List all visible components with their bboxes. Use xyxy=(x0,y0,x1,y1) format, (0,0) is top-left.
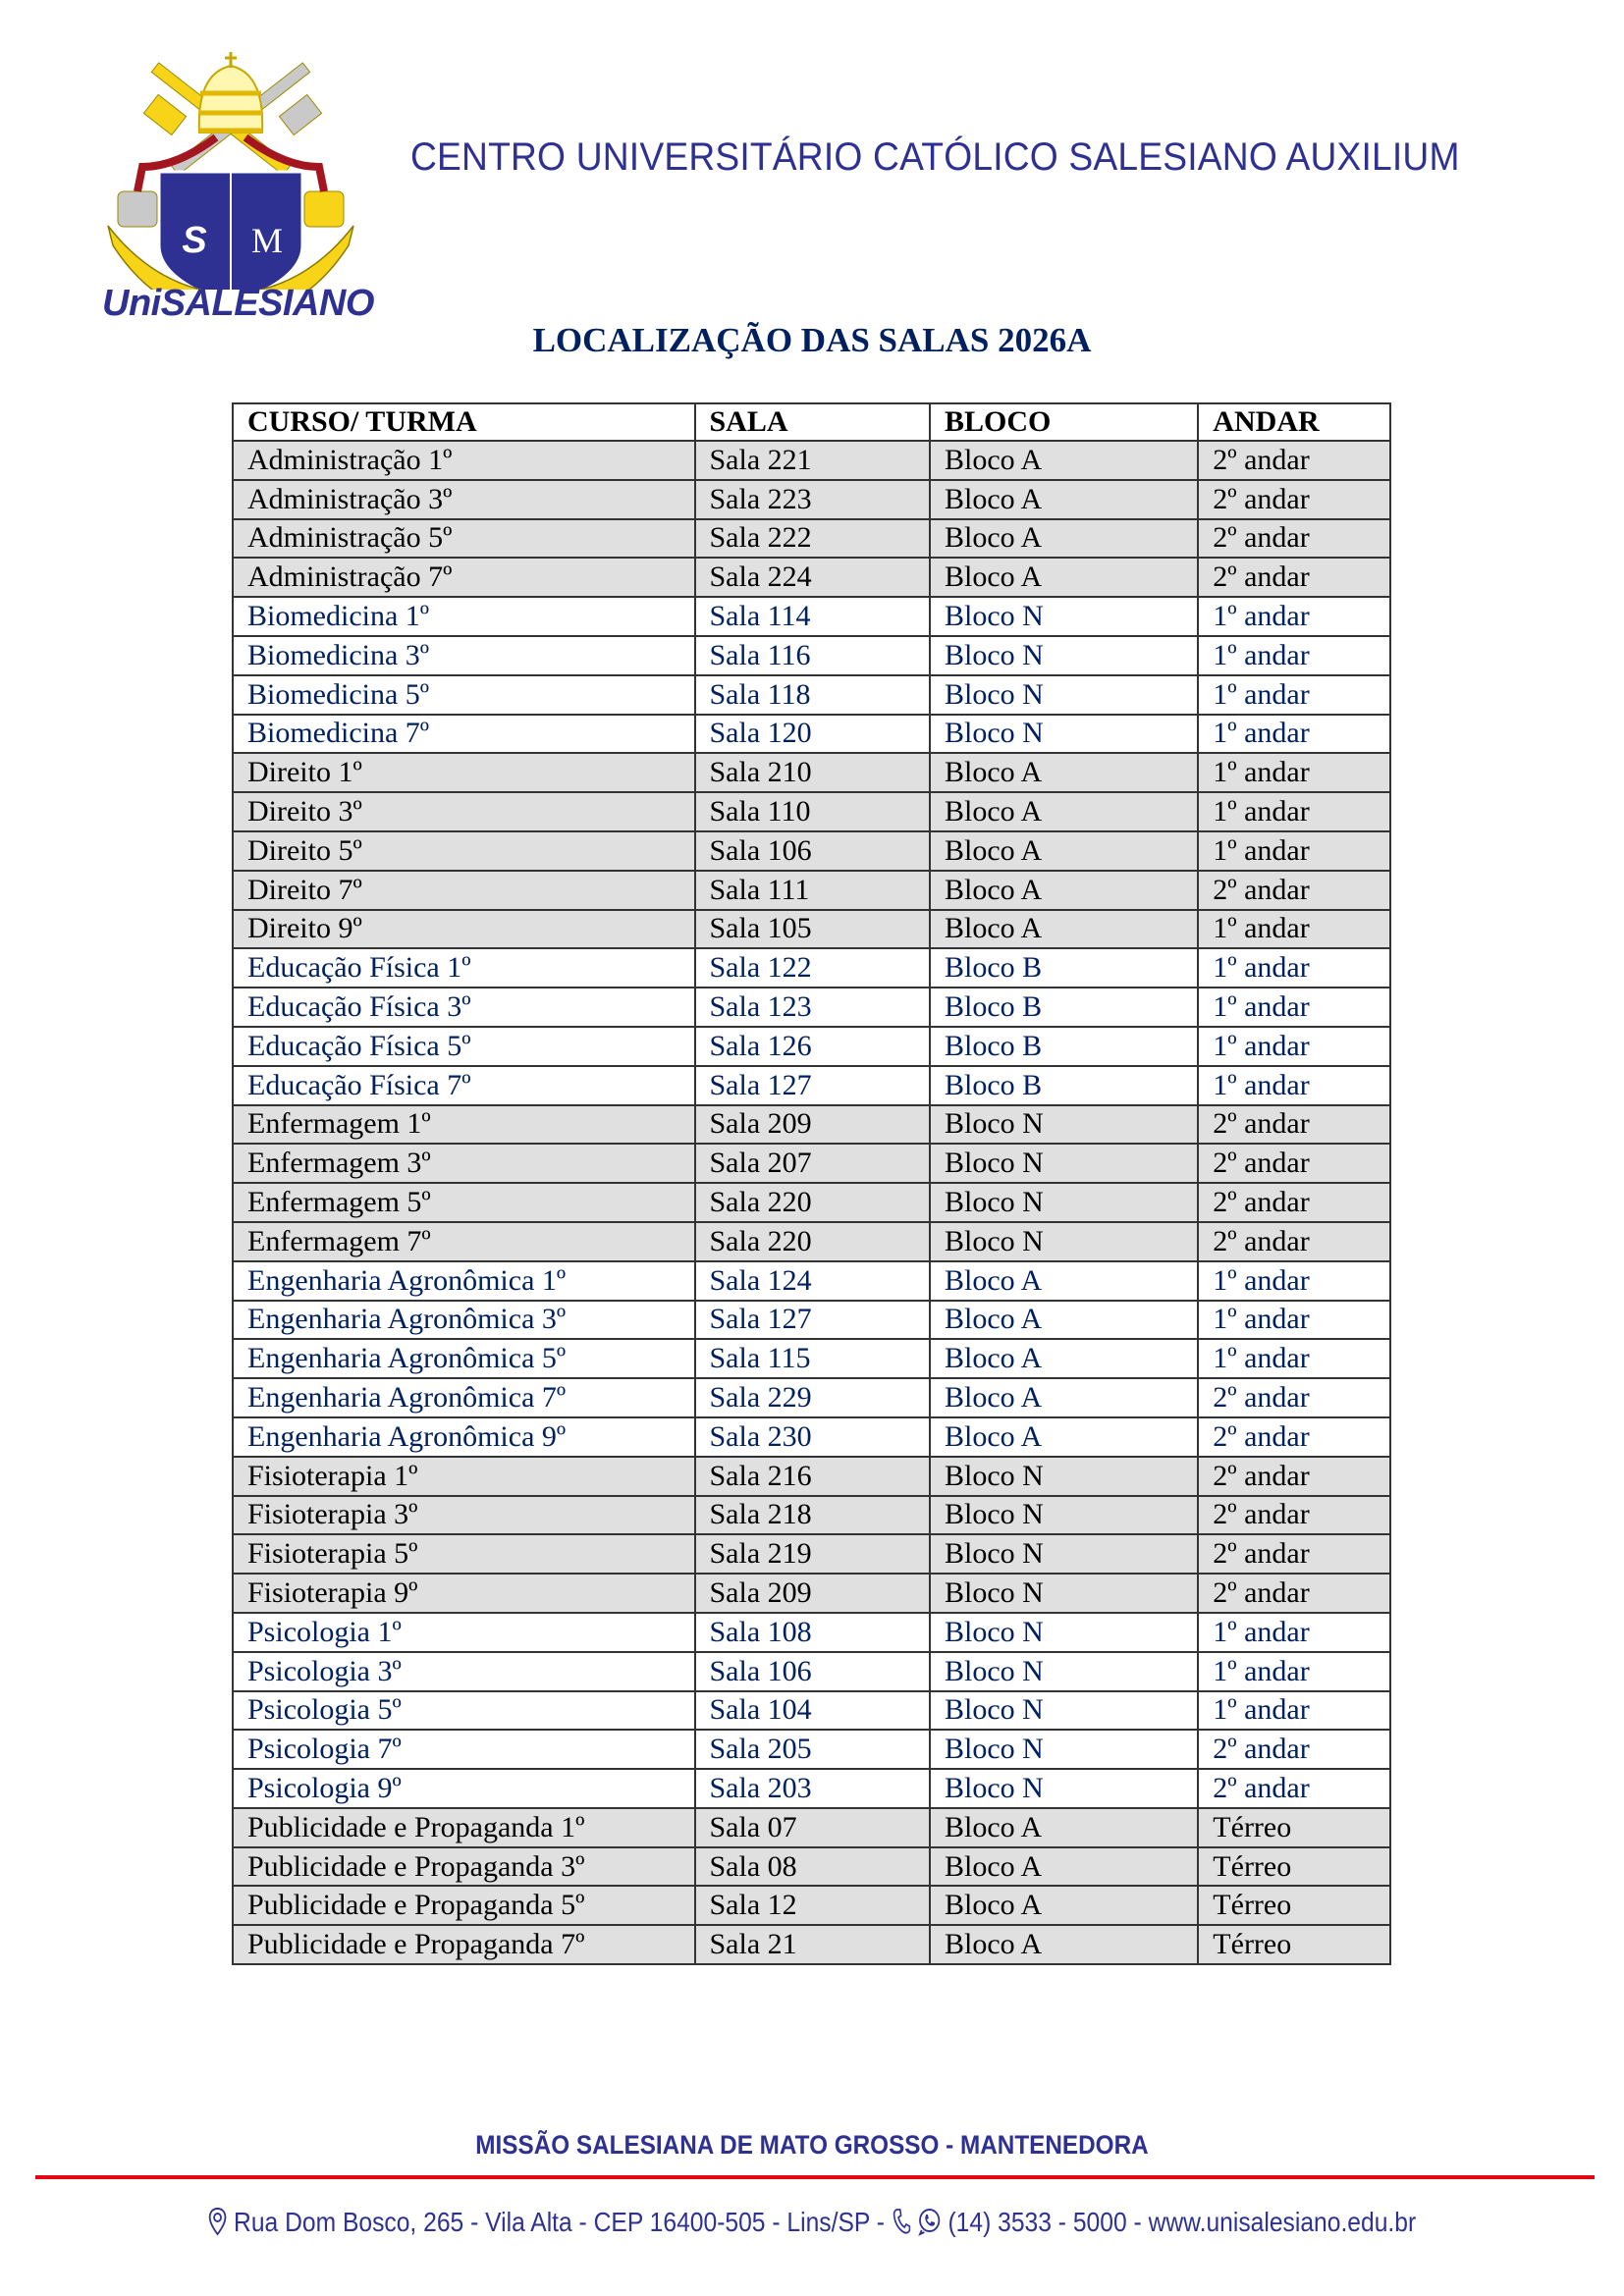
column-header-sala: SALA xyxy=(695,403,930,441)
cell-sala: Sala 221 xyxy=(695,441,930,480)
cell-sala: Sala 108 xyxy=(695,1613,930,1652)
cell-andar: 2º andar xyxy=(1198,480,1390,519)
column-header-bloco: BLOCO xyxy=(930,403,1198,441)
cell-andar: 2º andar xyxy=(1198,1105,1390,1145)
cell-andar: 1º andar xyxy=(1198,597,1390,636)
cell-sala: Sala 207 xyxy=(695,1144,930,1183)
table-row xyxy=(233,1925,1390,1964)
cell-curso: Enfermagem 1º xyxy=(233,1105,695,1145)
table-row xyxy=(233,948,1390,988)
cell-bloco: Bloco A xyxy=(930,831,1198,871)
footer-contact xyxy=(97,2207,1527,2238)
table-row xyxy=(233,1339,1390,1378)
cell-andar: 2º andar xyxy=(1198,1222,1390,1261)
cell-sala: Sala 21 xyxy=(695,1925,930,1964)
cell-bloco: Bloco N xyxy=(930,636,1198,675)
cell-bloco: Bloco A xyxy=(930,1847,1198,1887)
cell-andar: 2º andar xyxy=(1198,1534,1390,1574)
cell-curso: Direito 3º xyxy=(233,792,695,831)
table-row xyxy=(233,1574,1390,1613)
cell-sala: Sala 106 xyxy=(695,1652,930,1691)
table-row xyxy=(233,910,1390,949)
cell-bloco: Bloco N xyxy=(930,1769,1198,1808)
table-header-row xyxy=(233,403,1390,441)
cell-andar: 2º andar xyxy=(1198,1144,1390,1183)
cell-bloco: Bloco B xyxy=(930,1027,1198,1066)
table-row xyxy=(233,1105,1390,1145)
cell-andar: 2º andar xyxy=(1198,1496,1390,1535)
cell-bloco: Bloco A xyxy=(930,1261,1198,1301)
cell-andar: 2º andar xyxy=(1198,871,1390,910)
cell-andar: 2º andar xyxy=(1198,441,1390,480)
cell-curso: Administração 1º xyxy=(233,441,695,480)
cell-bloco: Bloco N xyxy=(930,1105,1198,1145)
cell-andar: 1º andar xyxy=(1198,1027,1390,1066)
table-row xyxy=(233,1222,1390,1261)
table-row xyxy=(233,636,1390,675)
maintainer-mission: MISSÃO SALESIANA DE MATO GROSSO - MANTENEDORA xyxy=(475,2130,1149,2160)
cell-sala: Sala 110 xyxy=(695,792,930,831)
cell-sala: Sala 115 xyxy=(695,1339,930,1378)
cell-sala: Sala 220 xyxy=(695,1222,930,1261)
phone-icon xyxy=(892,2207,910,2236)
cell-andar: 2º andar xyxy=(1198,1417,1390,1457)
cell-andar: 1º andar xyxy=(1198,753,1390,792)
table-row xyxy=(233,1301,1390,1340)
footer-separator: - xyxy=(1133,2207,1142,2237)
cell-curso: Educação Física 7º xyxy=(233,1066,695,1105)
cell-sala: Sala 114 xyxy=(695,597,930,636)
table-row xyxy=(233,558,1390,597)
page-title: LOCALIZAÇÃO DAS SALAS 2026A xyxy=(532,321,1092,359)
cell-sala: Sala 120 xyxy=(695,715,930,754)
map-pin-icon xyxy=(208,2207,227,2236)
cell-curso: Administração 5º xyxy=(233,519,695,559)
cell-curso: Biomedicina 5º xyxy=(233,675,695,715)
table-row xyxy=(233,1457,1390,1496)
room-location-table xyxy=(232,402,1391,1965)
cell-curso: Engenharia Agronômica 7º xyxy=(233,1378,695,1417)
cell-sala: Sala 111 xyxy=(695,871,930,910)
cell-curso: Fisioterapia 3º xyxy=(233,1496,695,1535)
cell-sala: Sala 104 xyxy=(695,1691,930,1731)
column-header-andar: ANDAR xyxy=(1198,403,1390,441)
table-row xyxy=(233,1886,1390,1925)
cell-andar: 1º andar xyxy=(1198,910,1390,949)
cell-bloco: Bloco N xyxy=(930,1496,1198,1535)
cell-sala: Sala 218 xyxy=(695,1496,930,1535)
cell-bloco: Bloco N xyxy=(930,1613,1198,1652)
table-row xyxy=(233,792,1390,831)
cell-andar: 2º andar xyxy=(1198,1574,1390,1613)
cell-sala: Sala 209 xyxy=(695,1574,930,1613)
table-row xyxy=(233,480,1390,519)
cell-andar: 2º andar xyxy=(1198,1457,1390,1496)
cell-curso: Biomedicina 1º xyxy=(233,597,695,636)
cell-andar: 1º andar xyxy=(1198,1691,1390,1731)
cell-sala: Sala 216 xyxy=(695,1457,930,1496)
cell-bloco: Bloco N xyxy=(930,1183,1198,1222)
table-row xyxy=(233,1847,1390,1887)
table-body xyxy=(233,441,1390,1964)
cell-bloco: Bloco N xyxy=(930,675,1198,715)
cell-andar: 1º andar xyxy=(1198,1339,1390,1378)
cell-curso: Fisioterapia 5º xyxy=(233,1534,695,1574)
institution-name: CENTRO UNIVERSITÁRIO CATÓLICO SALESIANO AUXILIUM xyxy=(410,135,1460,179)
cell-andar: 1º andar xyxy=(1198,988,1390,1027)
cell-curso: Engenharia Agronômica 1º xyxy=(233,1261,695,1301)
cell-bloco: Bloco B xyxy=(930,988,1198,1027)
table-row xyxy=(233,871,1390,910)
cell-andar: 2º andar xyxy=(1198,1183,1390,1222)
cell-bloco: Bloco A xyxy=(930,1925,1198,1964)
table-row xyxy=(233,675,1390,715)
cell-bloco: Bloco N xyxy=(930,1534,1198,1574)
cell-andar: Térreo xyxy=(1198,1847,1390,1887)
cell-andar: 1º andar xyxy=(1198,1301,1390,1340)
cell-bloco: Bloco A xyxy=(930,441,1198,480)
cell-sala: Sala 205 xyxy=(695,1730,930,1769)
table-row xyxy=(233,1378,1390,1417)
cell-bloco: Bloco N xyxy=(930,1574,1198,1613)
cell-bloco: Bloco A xyxy=(930,910,1198,949)
cell-bloco: Bloco N xyxy=(930,1652,1198,1691)
cell-curso: Direito 7º xyxy=(233,871,695,910)
cell-bloco: Bloco N xyxy=(930,1730,1198,1769)
table-row xyxy=(233,441,1390,480)
cell-curso: Publicidade e Propaganda 1º xyxy=(233,1808,695,1847)
cell-bloco: Bloco A xyxy=(930,1808,1198,1847)
cell-bloco: Bloco A xyxy=(930,519,1198,559)
cell-andar: 1º andar xyxy=(1198,831,1390,871)
cell-andar: 1º andar xyxy=(1198,675,1390,715)
table-row xyxy=(233,1808,1390,1847)
cell-sala: Sala 12 xyxy=(695,1886,930,1925)
table-row xyxy=(233,1027,1390,1066)
table-row xyxy=(233,1652,1390,1691)
cell-andar: 1º andar xyxy=(1198,1261,1390,1301)
table-row xyxy=(233,1613,1390,1652)
cell-andar: Térreo xyxy=(1198,1925,1390,1964)
cell-sala: Sala 223 xyxy=(695,480,930,519)
table-row xyxy=(233,988,1390,1027)
table-row xyxy=(233,597,1390,636)
cell-sala: Sala 07 xyxy=(695,1808,930,1847)
cell-bloco: Bloco A xyxy=(930,1886,1198,1925)
cell-curso: Psicologia 3º xyxy=(233,1652,695,1691)
cell-curso: Direito 5º xyxy=(233,831,695,871)
table-row xyxy=(233,519,1390,559)
cell-curso: Fisioterapia 9º xyxy=(233,1574,695,1613)
table-row xyxy=(233,1144,1390,1183)
cell-curso: Fisioterapia 1º xyxy=(233,1457,695,1496)
cell-sala: Sala 122 xyxy=(695,948,930,988)
cell-sala: Sala 230 xyxy=(695,1417,930,1457)
column-header-curso: CURSO/ TURMA xyxy=(233,403,695,441)
cell-andar: 1º andar xyxy=(1198,1652,1390,1691)
cell-sala: Sala 127 xyxy=(695,1066,930,1105)
cell-andar: Térreo xyxy=(1198,1808,1390,1847)
cell-andar: 2º andar xyxy=(1198,1730,1390,1769)
cell-sala: Sala 124 xyxy=(695,1261,930,1301)
cell-curso: Psicologia 7º xyxy=(233,1730,695,1769)
cell-sala: Sala 219 xyxy=(695,1534,930,1574)
cell-bloco: Bloco N xyxy=(930,1457,1198,1496)
cell-curso: Publicidade e Propaganda 3º xyxy=(233,1847,695,1887)
cell-bloco: Bloco A xyxy=(930,1378,1198,1417)
cell-curso: Administração 7º xyxy=(233,558,695,597)
cell-curso: Enfermagem 3º xyxy=(233,1144,695,1183)
table-row xyxy=(233,1183,1390,1222)
cell-bloco: Bloco B xyxy=(930,1066,1198,1105)
cell-curso: Enfermagem 5º xyxy=(233,1183,695,1222)
cell-andar: 2º andar xyxy=(1198,1769,1390,1808)
svg-text:M: M xyxy=(250,221,284,260)
table-row xyxy=(233,1066,1390,1105)
cell-bloco: Bloco A xyxy=(930,1417,1198,1457)
cell-bloco: Bloco A xyxy=(930,753,1198,792)
cell-curso: Administração 3º xyxy=(233,480,695,519)
cell-sala: Sala 224 xyxy=(695,558,930,597)
cell-bloco: Bloco B xyxy=(930,948,1198,988)
cell-andar: 1º andar xyxy=(1198,792,1390,831)
table-row xyxy=(233,1496,1390,1535)
cell-sala: Sala 126 xyxy=(695,1027,930,1066)
cell-andar: 2º andar xyxy=(1198,558,1390,597)
cell-bloco: Bloco N xyxy=(930,1222,1198,1261)
cell-sala: Sala 08 xyxy=(695,1847,930,1887)
cell-curso: Biomedicina 3º xyxy=(233,636,695,675)
cell-curso: Biomedicina 7º xyxy=(233,715,695,754)
cell-bloco: Bloco A xyxy=(930,1301,1198,1340)
cell-bloco: Bloco A xyxy=(930,1339,1198,1378)
cell-bloco: Bloco N xyxy=(930,1691,1198,1731)
cell-sala: Sala 210 xyxy=(695,753,930,792)
cell-bloco: Bloco N xyxy=(930,597,1198,636)
cell-sala: Sala 220 xyxy=(695,1183,930,1222)
cell-sala: Sala 106 xyxy=(695,831,930,871)
cell-curso: Educação Física 1º xyxy=(233,948,695,988)
cell-sala: Sala 105 xyxy=(695,910,930,949)
cell-curso: Psicologia 1º xyxy=(233,1613,695,1652)
cell-sala: Sala 127 xyxy=(695,1301,930,1340)
whatsapp-icon xyxy=(917,2207,942,2236)
cell-bloco: Bloco A xyxy=(930,792,1198,831)
cell-curso: Psicologia 9º xyxy=(233,1769,695,1808)
cell-sala: Sala 229 xyxy=(695,1378,930,1417)
footer-divider xyxy=(35,2175,1595,2179)
cell-andar: 1º andar xyxy=(1198,1613,1390,1652)
table-row xyxy=(233,1417,1390,1457)
footer-website-link[interactable]: www.unisalesiano.edu.br xyxy=(1148,2207,1417,2237)
cell-andar: 1º andar xyxy=(1198,636,1390,675)
cell-sala: Sala 209 xyxy=(695,1105,930,1145)
logo-wordmark: UniSALESIANO xyxy=(102,283,374,324)
cell-bloco: Bloco A xyxy=(930,480,1198,519)
cell-curso: Publicidade e Propaganda 7º xyxy=(233,1925,695,1964)
table-row xyxy=(233,831,1390,871)
table-row xyxy=(233,1691,1390,1731)
cell-bloco: Bloco A xyxy=(930,558,1198,597)
svg-text:S: S xyxy=(182,220,207,261)
table-row xyxy=(233,715,1390,754)
cell-sala: Sala 203 xyxy=(695,1769,930,1808)
cell-curso: Engenharia Agronômica 9º xyxy=(233,1417,695,1457)
cell-andar: Térreo xyxy=(1198,1886,1390,1925)
cell-curso: Publicidade e Propaganda 5º xyxy=(233,1886,695,1925)
footer-address: Rua Dom Bosco, 265 - Vila Alta - CEP 16400-505 - Lins/SP - xyxy=(234,2207,885,2237)
cell-curso: Psicologia 5º xyxy=(233,1691,695,1731)
cell-curso: Engenharia Agronômica 5º xyxy=(233,1339,695,1378)
cell-andar: 2º andar xyxy=(1198,519,1390,559)
cell-curso: Educação Física 5º xyxy=(233,1027,695,1066)
crest-icon xyxy=(98,34,363,290)
cell-bloco: Bloco A xyxy=(930,871,1198,910)
table-row xyxy=(233,753,1390,792)
cell-sala: Sala 118 xyxy=(695,675,930,715)
cell-sala: Sala 116 xyxy=(695,636,930,675)
cell-andar: 1º andar xyxy=(1198,948,1390,988)
cell-curso: Enfermagem 7º xyxy=(233,1222,695,1261)
cell-curso: Direito 9º xyxy=(233,910,695,949)
cell-sala: Sala 222 xyxy=(695,519,930,559)
cell-andar: 2º andar xyxy=(1198,1378,1390,1417)
table-row xyxy=(233,1730,1390,1769)
cell-curso: Educação Física 3º xyxy=(233,988,695,1027)
cell-andar: 1º andar xyxy=(1198,715,1390,754)
cell-sala: Sala 123 xyxy=(695,988,930,1027)
table-row xyxy=(233,1261,1390,1301)
cell-andar: 1º andar xyxy=(1198,1066,1390,1105)
footer-phone: (14) 3533 - 5000 xyxy=(947,2207,1127,2237)
table-row xyxy=(233,1769,1390,1808)
cell-curso: Direito 1º xyxy=(233,753,695,792)
cell-curso: Engenharia Agronômica 3º xyxy=(233,1301,695,1340)
cell-bloco: Bloco N xyxy=(930,1144,1198,1183)
cell-bloco: Bloco N xyxy=(930,715,1198,754)
table-row xyxy=(233,1534,1390,1574)
